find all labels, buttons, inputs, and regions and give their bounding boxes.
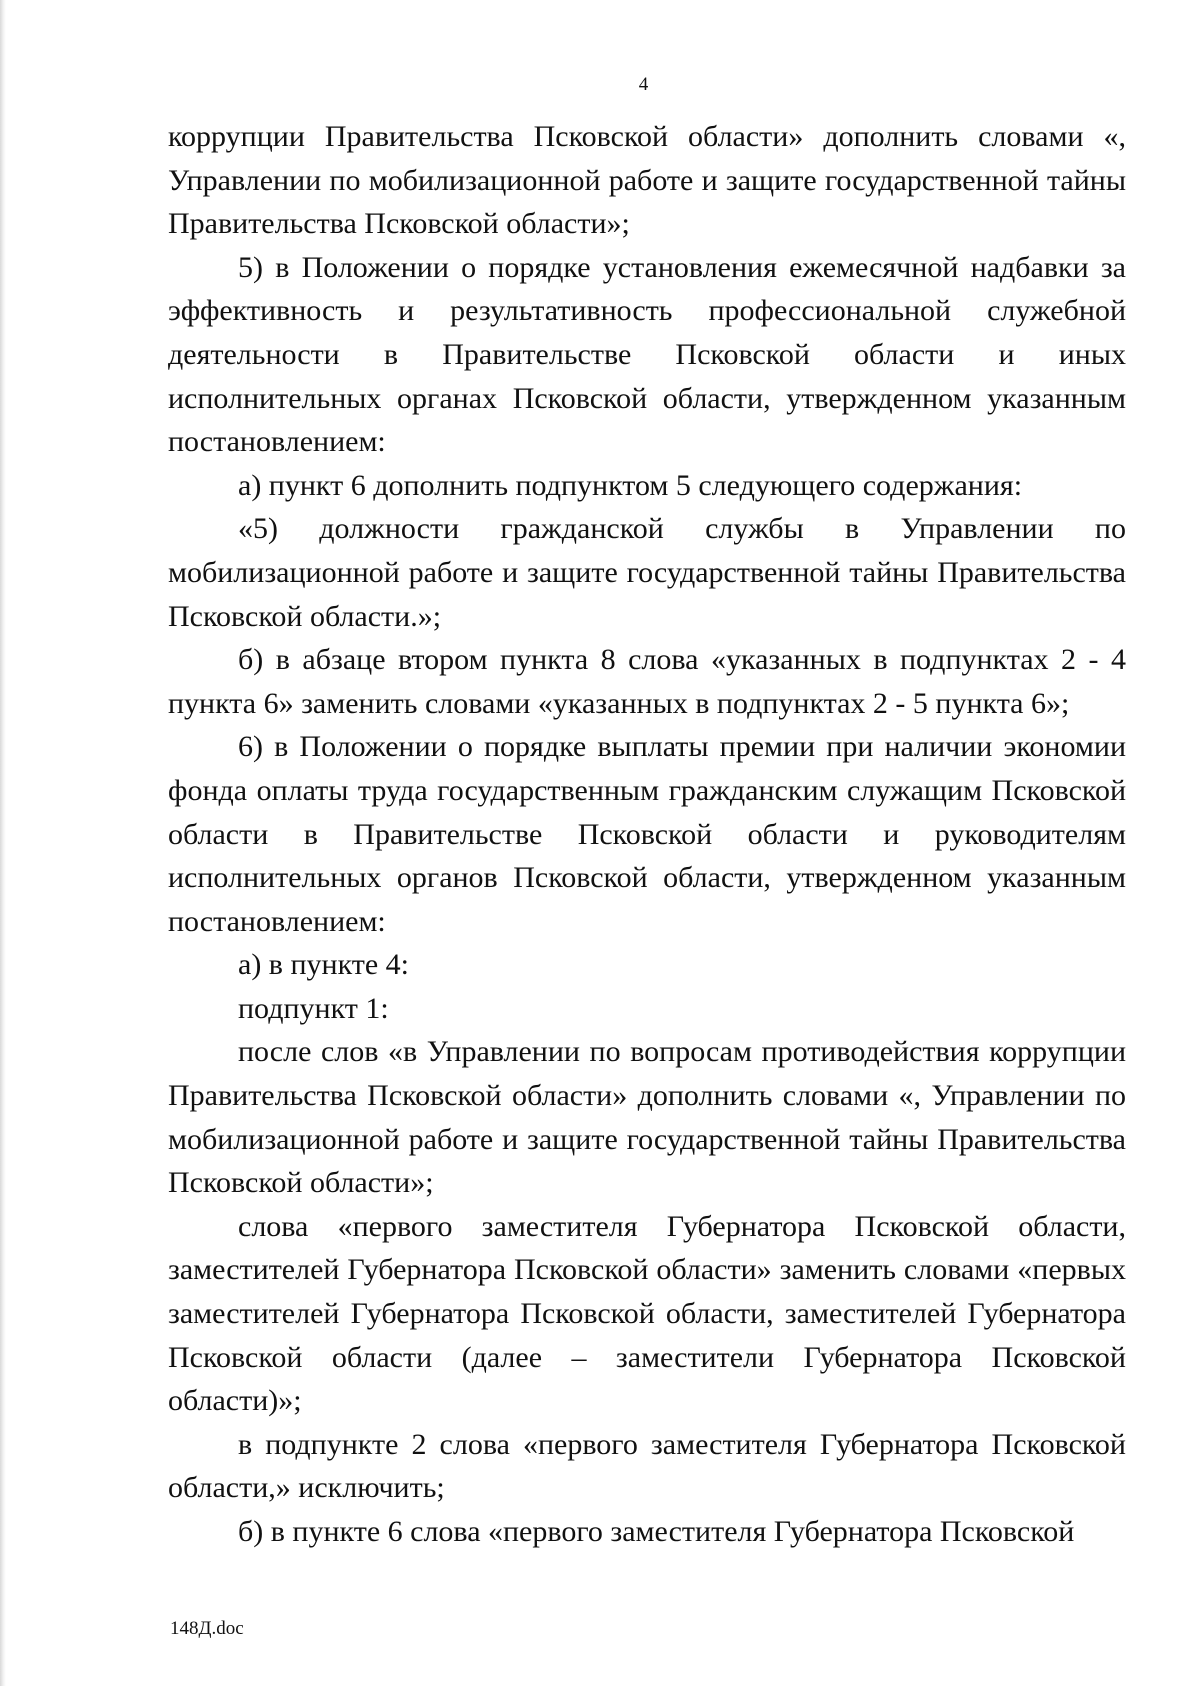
paragraph-item-6a: а) в пункте 4: [238,948,410,982]
paragraph-item-6: 6) в Положении о порядке выплаты премии при наличии экономии фонда оплаты труда государственным гражданским служащим Псковской области в Правительстве Псковской области и руководителям исполнительных органов Псковской области, утвержденном указанным постановлением: [168,730,1126,938]
document-body [168,115,1126,1554]
paragraph-item-5b: б) в абзаце втором пункта 8 слова «указанных в подпунктах 2 - 4 пункта 6» заменить словами «указанных в подпунктах 2 - 5 пункта 6»; [168,643,1126,720]
paragraph-after-words: после слов «в Управлении по вопросам противодействия коррупции Правительства Псковской области» дополнить словами «, Управлении по мобилизационной работе и защите государственной тайны Правительства Псковской области»; [168,1035,1126,1200]
paragraph-item-5: 5) в Положении о порядке установления ежемесячной надбавки за эффективность и результативность профессиональной служебной деятельности в Правительстве Псковской области и иных исполнительных органах Псковской области, утвержденном указанным постановлением: [168,250,1126,459]
paragraph-item-6b: б) в пункте 6 слова «первого заместителя Губернатора Псковской [238,1515,1075,1548]
file-name-footer: 148Д.doc [170,1618,244,1639]
paragraph-words-replace: слова «первого заместителя Губернатора Псковской области, заместителей Губернатора Псковской области» заменить словами «первых заместителей Губернатора Псковской области, заместителей Губернатора Псковской области (далее – заместители Губернатора Псковской области)»; [168,1209,1126,1418]
page-number: 4 [638,74,649,95]
paragraph-subitem-1: подпункт 1: [238,991,389,1025]
paragraph-subitem-2: в подпункте 2 слова «первого заместителя Губернатора Псковской области,» исключить; [168,1427,1126,1505]
paragraph-continuation: коррупции Правительства Псковской области» дополнить словами «, Управлении по мобилизационной работе и защите государственной тайны Правительства Псковской области»; [168,120,1126,241]
scan-edge [0,0,6,1686]
paragraph-quoted-subitem: «5) должности гражданской службы в Управлении по мобилизационной работе и защите государственной тайны Правительства Псковской области.»; [168,512,1126,633]
paragraph-item-5a: а) пункт 6 дополнить подпунктом 5 следующего содержания: [238,468,1023,502]
